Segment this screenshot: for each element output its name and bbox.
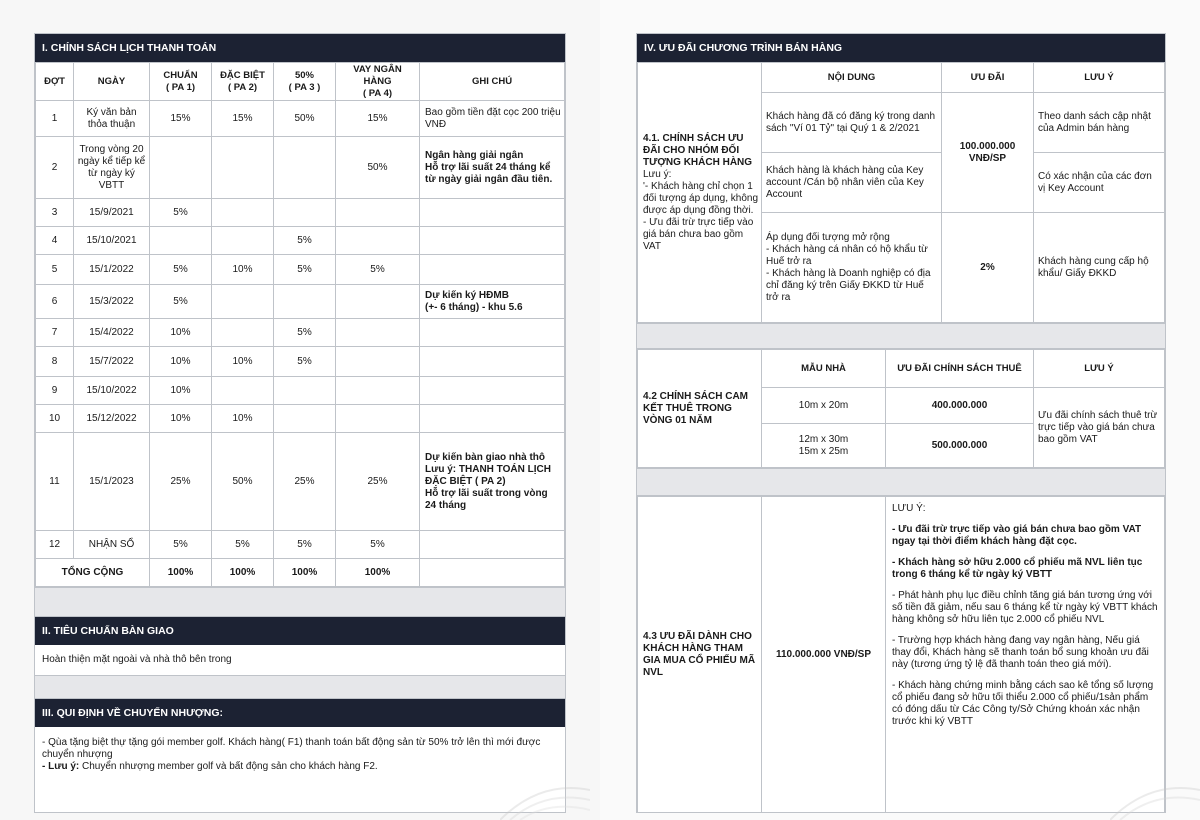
header-house-model: MẪU NHÀ: [762, 350, 886, 388]
nvl-note-item: - Khách hàng sở hữu 2.000 cổ phiếu mã NVL liên tục trong 6 tháng kể từ ngày ký VBTT: [892, 557, 1143, 580]
cell-pa1: 25%: [150, 433, 212, 531]
policy-row-note: Có xác nhận của các đơn vị Key Account: [1034, 153, 1165, 213]
cell-pa4: [336, 377, 420, 405]
table-row: [36, 285, 565, 319]
policy-row-note: Khách hàng cung cấp hộ khẩu/ Giấy ĐKKD: [1034, 213, 1165, 323]
cell-dot: 2: [36, 137, 74, 199]
cell-note: [420, 227, 565, 255]
section-2-title: II. TIÊU CHUẨN BÀN GIAO: [35, 617, 565, 645]
cell-dot: 12: [36, 531, 74, 559]
cell-pa1: 10%: [150, 347, 212, 377]
cell-pa3: 25%: [274, 433, 336, 531]
sales-incentives-panel: [636, 33, 1166, 813]
cell-pa2: 10%: [212, 405, 274, 433]
column-header: NGÀY: [74, 63, 150, 101]
cell-note: [420, 405, 565, 433]
cell-pa1: [150, 137, 212, 199]
cell-dot: 11: [36, 433, 74, 531]
column-header: ĐỢT: [36, 63, 74, 101]
cell-pa3: [274, 377, 336, 405]
cell-ngay: 15/12/2022: [74, 405, 150, 433]
divider: [637, 323, 1165, 349]
table-row: [36, 319, 565, 347]
cell-pa3: [274, 285, 336, 319]
nvl-note-item: - Trường hợp khách hàng đang vay ngân hàng, Nếu giá thay đổi, Khách hàng sẽ thanh toán bổ sung khoản ưu đãi này (tương ứng tỷ lệ đã thanh toán theo giá mới).: [892, 635, 1149, 670]
policy-row-note: Theo danh sách cập nhật của Admin bán hàng: [1034, 93, 1165, 153]
total-pa4: 100%: [336, 559, 420, 587]
cell-ngay: 15/10/2021: [74, 227, 150, 255]
cell-pa4: [336, 319, 420, 347]
cell-pa3: 5%: [274, 255, 336, 285]
policy-4-2-label: 4.2 CHÍNH SÁCH CAM KẾT THUÊ TRONG VÒNG 01 NĂM: [638, 350, 762, 468]
policy-4-1-label: 4.1. CHÍNH SÁCH ƯU ĐÃI CHO NHÓM ĐỐI TƯỢNG KHÁCH HÀNG Lưu ý: '- Khách hàng chỉ chọn 1 đối tượng áp dụng, không được áp dụng đồng thời. - Ưu đãi trừ trực tiếp vào giá bán chưa bao gồm VAT: [638, 63, 762, 323]
cell-ngay: Trong vòng 20 ngày kể tiếp kể từ ngày ký VBTT: [74, 137, 150, 199]
cell-pa3: 5%: [274, 531, 336, 559]
transfer-rules: [35, 727, 565, 779]
cell-pa1: 10%: [150, 377, 212, 405]
header-incentive: ƯU ĐÃI: [942, 63, 1034, 93]
column-header: VAY NGÂN HÀNG ( PA 4): [336, 63, 420, 101]
cell-ngay: 15/1/2022: [74, 255, 150, 285]
cell-note: [420, 531, 565, 559]
house-model: 10m x 20m: [762, 388, 886, 424]
cell-pa4: 5%: [336, 531, 420, 559]
decorative-swirl-icon: [500, 760, 590, 820]
table-row: [36, 255, 565, 285]
nvl-incentive-value: 110.000.000 VNĐ/SP: [762, 497, 886, 813]
cell-dot: 3: [36, 199, 74, 227]
cell-pa4: 50%: [336, 137, 420, 199]
cell-note: [420, 559, 565, 587]
cell-dot: 9: [36, 377, 74, 405]
cell-pa4: 15%: [336, 101, 420, 137]
cell-pa2: [212, 319, 274, 347]
cell-ngay: NHẬN SỔ: [74, 531, 150, 559]
cell-note: [420, 347, 565, 377]
divider: [35, 675, 565, 699]
cell-dot: 7: [36, 319, 74, 347]
cell-pa2: [212, 137, 274, 199]
policy-row-content: Khách hàng là khách hàng của Key account /Cán bộ nhân viên của Key Account: [762, 153, 942, 213]
cell-ngay: 15/7/2022: [74, 347, 150, 377]
cell-pa2: [212, 285, 274, 319]
cell-note: [420, 255, 565, 285]
note-text: Chuyển nhượng member golf và bất động sản cho khách hàng F2.: [79, 761, 378, 772]
cell-note: [420, 199, 565, 227]
header-note: LƯU Ý: [1034, 350, 1165, 388]
cell-pa4: 5%: [336, 255, 420, 285]
total-pa3: 100%: [274, 559, 336, 587]
cell-dot: 8: [36, 347, 74, 377]
cell-note: [420, 377, 565, 405]
cell-dot: 1: [36, 101, 74, 137]
house-model: 12m x 30m 15m x 25m: [762, 424, 886, 468]
cell-pa3: [274, 405, 336, 433]
policy-4-3-label: 4.3 ƯU ĐÃI DÀNH CHO KHÁCH HÀNG THAM GIA MUA CỔ PHIẾU MÃ NVL: [638, 497, 762, 813]
cell-ngay: Ký văn bản thỏa thuận: [74, 101, 150, 137]
cell-pa3: 5%: [274, 319, 336, 347]
table-row: [36, 347, 565, 377]
cell-pa3: 5%: [274, 347, 336, 377]
cell-pa2: 15%: [212, 101, 274, 137]
incentive-value: 2%: [942, 213, 1034, 323]
total-label: TỔNG CỘNG: [36, 559, 150, 587]
divider: [35, 587, 565, 617]
table-row: [36, 101, 565, 137]
cell-ngay: 15/4/2022: [74, 319, 150, 347]
cell-pa1: 5%: [150, 531, 212, 559]
policy-row-content: Khách hàng đã có đăng ký trong danh sách "Ví 01 Tỷ" tại Quý 1 & 2/2021: [762, 93, 942, 153]
section-1-title: I. CHÍNH SÁCH LỊCH THANH TOÁN: [35, 34, 565, 62]
cell-pa1: 5%: [150, 255, 212, 285]
total-pa2: 100%: [212, 559, 274, 587]
cell-note: Bao gồm tiền đặt cọc 200 triệu VNĐ: [420, 101, 565, 137]
table-row: [36, 531, 565, 559]
transfer-rule-2: [42, 761, 558, 773]
divider: [637, 468, 1165, 496]
cell-dot: 10: [36, 405, 74, 433]
header-content: NỘI DUNG: [762, 63, 942, 93]
total-row: [36, 559, 565, 587]
table-row: [36, 433, 565, 531]
table-row: [36, 227, 565, 255]
decorative-swirl-icon: [1110, 760, 1200, 820]
cell-ngay: 15/1/2023: [74, 433, 150, 531]
nvl-note-item: - Ưu đãi trừ trực tiếp vào giá bán chưa bao gồm VAT ngay tại thời điểm khách hàng đặt cọc.: [892, 524, 1142, 547]
cell-dot: 4: [36, 227, 74, 255]
section-4-title: IV. ƯU ĐÃI CHƯƠNG TRÌNH BÁN HÀNG: [637, 34, 1165, 62]
cell-pa2: 50%: [212, 433, 274, 531]
transfer-rule-1: - Qùa tặng biệt thự tặng gói member golf. Khách hàng( F1) thanh toán bất động sản từ 50% trở lên thì mới được chuyển nhượng: [42, 737, 541, 760]
cell-pa2: 5%: [212, 531, 274, 559]
table-row: [36, 137, 565, 199]
cell-pa3: [274, 199, 336, 227]
cell-ngay: 15/10/2022: [74, 377, 150, 405]
cell-pa4: [336, 405, 420, 433]
cell-pa1: 5%: [150, 199, 212, 227]
cell-dot: 5: [36, 255, 74, 285]
policy-row-content: Áp dụng đối tượng mở rộng - Khách hàng cá nhân có hộ khẩu từ Huế trở ra - Khách hàng là Doanh nghiệp có địa chỉ đăng ký trên Giấy ĐKKD từ Huế trở ra: [762, 213, 942, 323]
nvl-note-item: - Phát hành phụ lục điều chỉnh tăng giá bán tương ứng với số tiền đã giảm, nếu sau 6 tháng kể từ ngày ký VBTT khách hàng không sở hữu liên tục 2.000 cổ phiếu NVL: [892, 590, 1158, 625]
note-label: - Lưu ý:: [42, 761, 80, 772]
cell-ngay: 15/3/2022: [74, 285, 150, 319]
cell-note: Ngân hàng giải ngân Hỗ trợ lãi suất 24 tháng kể từ ngày giải ngân đầu tiên.: [420, 137, 565, 199]
cell-pa2: 10%: [212, 255, 274, 285]
table-row: [36, 377, 565, 405]
cell-pa1: 10%: [150, 319, 212, 347]
rental-incentive-value: 400.000.000: [886, 388, 1034, 424]
nvl-shares-table: [637, 496, 1165, 813]
column-header: GHI CHÚ: [420, 63, 565, 101]
cell-pa2: [212, 227, 274, 255]
column-header: ĐẶC BIỆT ( PA 2): [212, 63, 274, 101]
cell-note: Dự kiến bàn giao nhà thô Lưu ý: THANH TOÁN LỊCH ĐẶC BIỆT ( PA 2) Hỗ trợ lãi suất trong vòng 24 tháng: [420, 433, 565, 531]
cell-ngay: 15/9/2021: [74, 199, 150, 227]
cell-pa1: 15%: [150, 101, 212, 137]
cell-pa3: [274, 137, 336, 199]
cell-note: Dự kiến ký HĐMB (+- 6 tháng) - khu 5.6: [420, 285, 565, 319]
payment-policy-panel: [34, 33, 566, 813]
incentive-value: 100.000.000 VNĐ/SP: [942, 93, 1034, 213]
cell-pa3: 5%: [274, 227, 336, 255]
cell-note: [420, 319, 565, 347]
table-row: [36, 405, 565, 433]
header-rental-incentive: ƯU ĐÃI CHÍNH SÁCH THUÊ: [886, 350, 1034, 388]
column-header: 50% ( PA 3 ): [274, 63, 336, 101]
cell-pa4: 25%: [336, 433, 420, 531]
cell-pa4: [336, 227, 420, 255]
cell-pa4: [336, 285, 420, 319]
cell-dot: 6: [36, 285, 74, 319]
total-pa1: 100%: [150, 559, 212, 587]
cell-pa3: 50%: [274, 101, 336, 137]
customer-group-policy-table: [637, 62, 1165, 323]
nvl-note-item: - Khách hàng chứng minh bằng cách sao kê tổng số lượng cổ phiếu đang sở hữu tối thiểu 2.000 cổ phiếu/1sản phẩm có đóng dấu từ Các Công ty/Sở Chứng khoán xác nhận trước khi ký VBTT: [892, 680, 1154, 727]
cell-pa2: 10%: [212, 347, 274, 377]
cell-pa1: 10%: [150, 405, 212, 433]
section-3-title: III. QUI ĐỊNH VỀ CHUYỂN NHƯỢNG:: [35, 699, 565, 727]
rental-incentive-value: 500.000.000: [886, 424, 1034, 468]
cell-pa1: [150, 227, 212, 255]
cell-pa1: 5%: [150, 285, 212, 319]
cell-pa4: [336, 347, 420, 377]
table-row: [36, 199, 565, 227]
cell-pa2: [212, 377, 274, 405]
notes-title: LƯU Ý:: [892, 503, 926, 514]
rental-commitment-table: [637, 349, 1165, 468]
payment-schedule-table: [35, 62, 565, 587]
column-header: CHUẨN ( PA 1): [150, 63, 212, 101]
handover-standard-text: Hoàn thiện mặt ngoài và nhà thô bên trong: [42, 654, 232, 665]
cell-pa2: [212, 199, 274, 227]
cell-pa4: [336, 199, 420, 227]
rental-note: Ưu đãi chính sách thuê trừ trực tiếp vào giá bán chưa bao gồm VAT: [1034, 388, 1165, 468]
header-note: LƯU Ý: [1034, 63, 1165, 93]
